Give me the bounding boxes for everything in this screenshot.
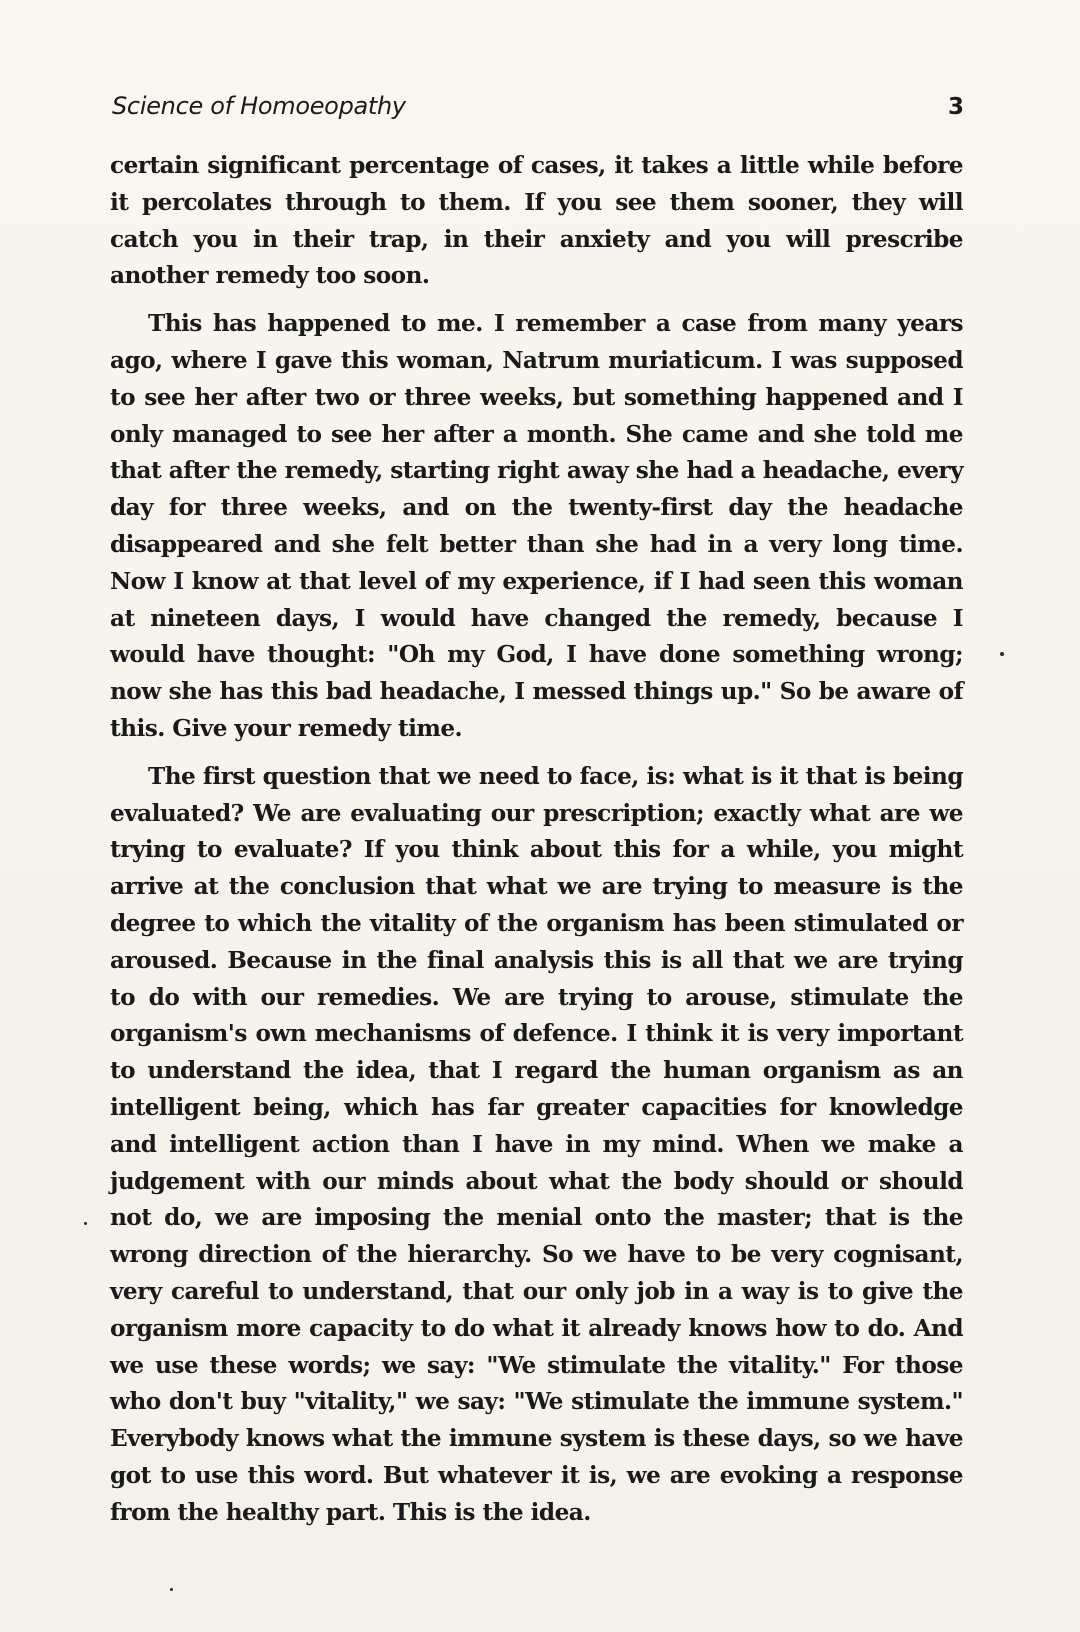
paragraph-first-question: The first question that we need to face, is: what is it that is being evaluated? We are evaluating our prescription; exactly what are we trying to evaluate? If you think about this for a while, you might arrive at the conclusion that what we are trying to measure is the degree to which the vitality of the organism has been stimulated or aroused. Because in the final analysis this is all that we are trying to do with our remedies. We are trying to arouse, stimulate the organism's own mechanisms of defence. I think it is very important to understand the idea, that I regard the human organism as an intelligent being, which has far greater capacities for knowledge and intelligent action than I have in my mind. When we make a judgement with our minds about what the body should or should not do, we are imposing the menial onto the master; that is the wrong direction of the hierarchy. So we have to be very cognisant, very careful to understand, that our only job in a way is to give the organism more capacity to do what it already knows how to do. And we use these words; we say: "We stimulate the vitality." For those who don't buy "vitality," we say: "We stimulate the immune system." Everybody knows what the immune system is these days, so we have got to use this word. But whatever it is, we are evoking a response from the healthy part. This is the idea. [110, 762, 963, 1526]
paper-speck [84, 1222, 87, 1225]
body-text [110, 148, 963, 1542]
paragraph-continuation: certain significant percentage of cases, it takes a little while before it percolates through to them. If you see them sooner, they will catch you in their trap, in their anxiety and you will prescribe another remedy too soon. [110, 152, 963, 290]
paragraph-case-story: This has happened to me. I remember a case from many years ago, where I gave this woman, Natrum muriaticum. I was supposed to see her after two or three weeks, but something happened and I only managed to see her after a month. She came and she told me that after the remedy, starting right away she had a headache, every day for three weeks, and on the twenty-first day the headache disappeared and she felt better than she had in a very long time. Now I know at that level of my experience, if I had seen this woman at nineteen days, I would have changed the remedy, because I would have thought: "Oh my God, I have done something wrong; now she has this bad headache, I messed things up." So be aware of this. Give your remedy time. [110, 310, 963, 742]
page-number: 3 [947, 94, 964, 120]
paper-speck [1000, 652, 1004, 656]
running-title: Science of Homoeopathy [112, 92, 406, 120]
page-header [112, 92, 964, 132]
paper-speck [170, 1588, 173, 1591]
